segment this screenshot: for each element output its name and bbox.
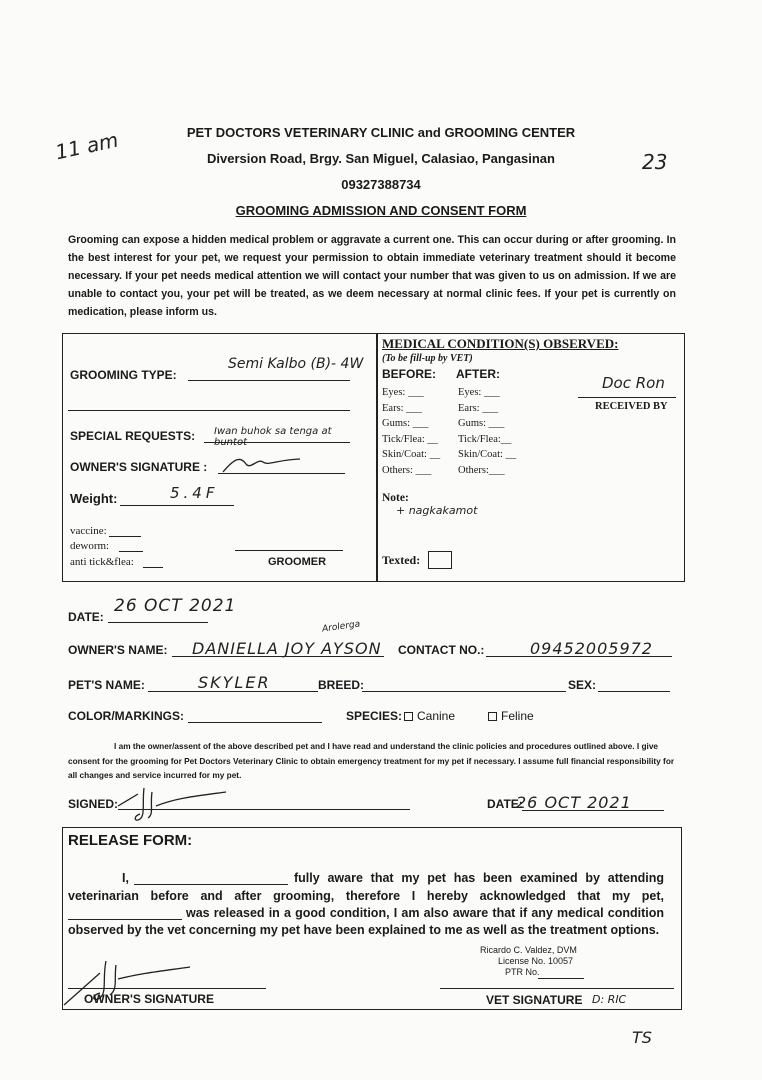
canine-label: Canine (417, 709, 456, 723)
vet-signature-label: VET SIGNATURE (486, 993, 583, 1007)
breed-line (362, 691, 566, 692)
owner-signature-label: OWNER'S SIGNATURE : (70, 460, 208, 474)
owner-name-value[interactable]: DANIELLA JOY AYSON (192, 639, 382, 658)
intro-paragraph: Grooming can expose a hidden medical problem or aggravate a current one. This can occur during or after grooming. In the best interest for your pet, we request your permission to obtain immediate veterinary treatment should it become necessary. If your pet needs medical attention we will contact your number that was given to us on admission. If we are unable to contact you, your pet will be treated, as we deem necessary at normal clinic fees. If your pet is currently on medication, please inform us. (68, 234, 676, 318)
date-label: DATE: (68, 610, 104, 624)
release-line4: observed by the vet concerning my pet have been explained to me as well as the treatment options. (68, 923, 660, 937)
handwritten-time: 11 am (53, 127, 121, 165)
species-canine[interactable] (404, 709, 455, 723)
before-item: Gums: ___ (382, 418, 429, 429)
before-list (382, 385, 440, 478)
vet-stamp-name: Ricardo C. Valdez, DVM (480, 945, 577, 955)
date-value[interactable]: 26 OCT 2021 (114, 596, 237, 616)
special-requests-value[interactable]: Iwan buhok sa tenga at buntot (214, 426, 332, 448)
after-item: Gums: ___ (458, 418, 505, 429)
species-label: SPECIES: (346, 709, 403, 723)
after-label: AFTER: (456, 367, 500, 381)
owner-release-label: OWNER'S SIGNATURE (84, 992, 214, 1006)
groomer-line (235, 550, 343, 551)
grooming-type-value[interactable]: Semi Kalbo (B)- 4W (228, 356, 364, 372)
before-label: BEFORE: (382, 367, 436, 381)
vet-stamp (480, 945, 577, 978)
feline-label: Feline (501, 709, 534, 723)
date2-label: DATE: (487, 797, 523, 811)
release-pet-line (68, 919, 182, 920)
clinic-name: PET DOCTORS VETERINARY CLINIC and GROOMING CENTER (186, 125, 576, 140)
signed-scribble (116, 784, 236, 824)
grooming-type-label: GROOMING TYPE: (70, 368, 177, 382)
before-item: Eyes: ___ (382, 387, 424, 398)
tick-flea-line (143, 567, 163, 568)
medical-title: MEDICAL CONDITION(S) OBSERVED: (382, 336, 619, 351)
grooming-type-line (188, 380, 350, 381)
after-item: Skin/Coat: __ (458, 449, 517, 460)
received-by-label: RECEIVED BY (595, 401, 668, 412)
note-label: Note: (382, 492, 409, 504)
clinic-phone: 09327388734 (341, 177, 421, 192)
canine-checkbox[interactable] (404, 712, 413, 721)
contact-value[interactable]: 09452005972 (530, 639, 653, 658)
after-item: Eyes: ___ (458, 387, 500, 398)
weight-label: Weight: (70, 491, 118, 506)
texted-checkbox[interactable] (428, 551, 452, 569)
before-item: Others: ___ (382, 464, 432, 476)
pet-name-label: PET'S NAME: (68, 678, 145, 692)
groomer-label: GROOMER (268, 556, 327, 568)
deworm-label: deworm: (70, 540, 110, 552)
tick-flea-label: anti tick&flea: (70, 556, 134, 568)
grooming-type-line-2 (68, 410, 350, 411)
release-title: RELEASE FORM: (68, 832, 193, 849)
clinic-address: Diversion Road, Brgy. San Miguel, Calasiao, Pangasinan (207, 151, 555, 166)
release-owner-line (134, 884, 288, 885)
contact-label: CONTACT NO.: (398, 643, 485, 657)
signed-label: SIGNED: (68, 797, 119, 811)
deworm-line (119, 551, 143, 552)
before-item: Ears: ___ (382, 402, 422, 414)
sex-line (598, 691, 670, 692)
color-markings-label: COLOR/MARKINGS: (68, 709, 184, 723)
special-requests-label: SPECIAL REQUESTS: (70, 429, 196, 443)
owner-signature-scribble (218, 450, 308, 480)
note-value[interactable]: + nagkakamot (396, 504, 478, 517)
consent-paragraph: I am the owner/assent of the above described pet and I have read and understand the clinic policies and procedures outlined above. I give consent for the grooming for Pet Doctors Veterinary Clinic to obtain emergency treatment for my pet if necessary. I assume full financial responsibility for all changes and service incurred for my pet. (68, 741, 675, 780)
owner-name-insert: Arolerga (321, 619, 361, 635)
vaccine-line (109, 536, 141, 537)
medical-subtitle: (To be fill-up by VET) (382, 353, 473, 364)
date2-value[interactable]: 26 OCT 2021 (516, 793, 632, 812)
vet-stamp-ptr-line (538, 978, 584, 979)
pet-name-value[interactable]: SKYLER (198, 673, 271, 692)
vet-signature-line (440, 988, 674, 989)
before-item: Skin/Coat: __ (382, 449, 441, 460)
corner-initials: TS (632, 1028, 652, 1047)
vet-signature-hw: D: RIC (592, 993, 627, 1006)
sex-label: SEX: (568, 678, 597, 692)
handwritten-number: 23 (642, 150, 668, 174)
after-item: Tick/Flea:__ (458, 433, 512, 445)
species-feline[interactable] (488, 709, 534, 723)
after-list (458, 385, 516, 478)
release-line2: veterinarian before and after grooming, therefore I hereby acknowledged that my pet, (68, 889, 664, 903)
owner-name-label: OWNER'S NAME: (68, 643, 168, 657)
release-line3-suffix: was released in a good condition, I am also aware that if any medical condition (186, 906, 664, 920)
weight-value[interactable]: 5.4F (170, 484, 219, 502)
owner-release-line (68, 988, 266, 989)
color-markings-line (188, 722, 322, 723)
received-by-line (578, 397, 676, 398)
feline-checkbox[interactable] (488, 712, 497, 721)
vet-stamp-ptr: PTR No. (505, 967, 540, 977)
received-by-value[interactable]: Doc Ron (602, 374, 665, 392)
after-item: Ears: ___ (458, 402, 498, 414)
before-item: Tick/Flea: __ (382, 433, 438, 445)
date-line (108, 622, 208, 623)
release-line1-suffix: fully aware that my pet has been examined by attending (294, 871, 664, 885)
vet-stamp-license: License No. 10057 (498, 956, 574, 966)
release-line1-prefix: I, (122, 871, 129, 885)
form-title: GROOMING ADMISSION AND CONSENT FORM (235, 203, 527, 218)
vaccine-label: vaccine: (70, 525, 107, 537)
after-item: Others:___ (458, 464, 505, 476)
texted-label: Texted: (382, 553, 421, 567)
breed-label: BREED: (318, 678, 365, 692)
weight-line (120, 505, 234, 506)
